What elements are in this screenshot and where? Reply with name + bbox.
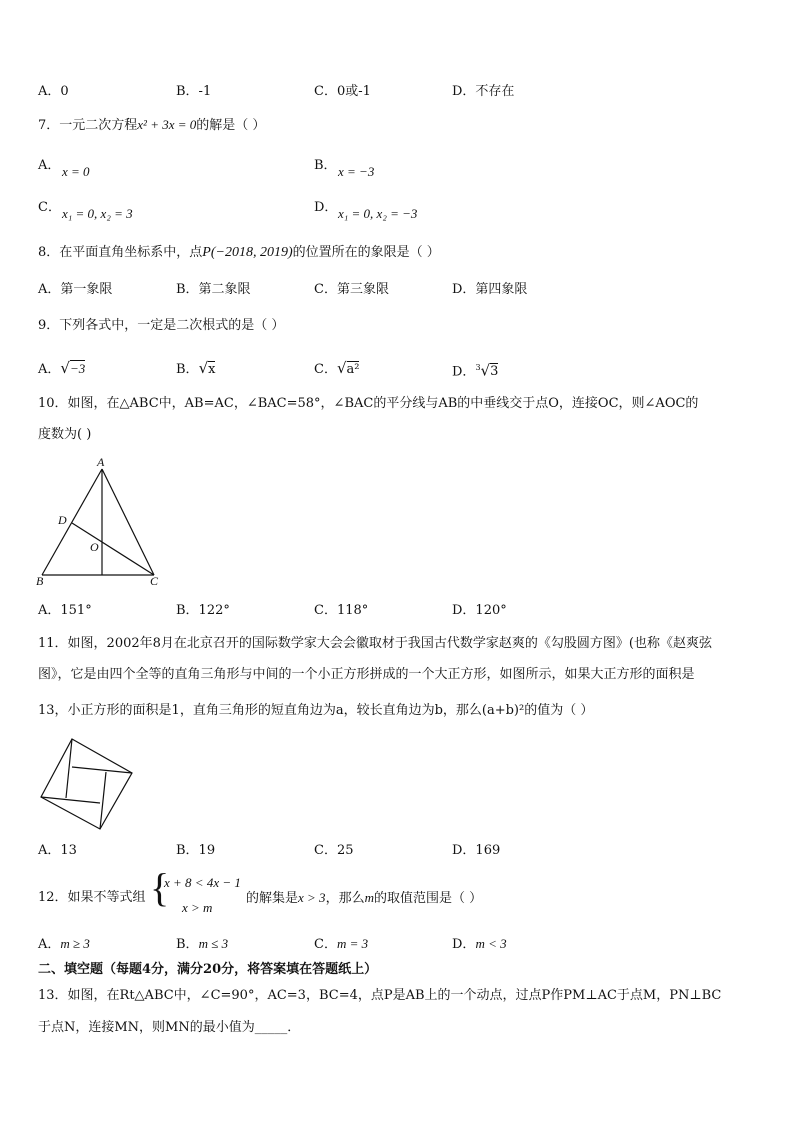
q9-option-a: A．√−3 [38, 359, 86, 377]
q10-option-c: C．118° [314, 603, 369, 618]
q7-option-a-math: x = 0 [62, 164, 90, 179]
q7-stem [38, 117, 265, 134]
q11-stem-line3: 13，小正方形的面积是1，直角三角形的短直角边为a，较长直角边为b，那么(a+b)²的值为（ ） [38, 703, 594, 718]
q9-option-b: B．√x [176, 359, 216, 377]
q12-inequality-1: x + 8 < 4x − 1 [164, 875, 241, 890]
q6-option-d: D．不存在 [452, 84, 515, 99]
q8-option-b: B．第二象限 [176, 282, 251, 297]
q10-option-a: A．151° [38, 603, 92, 618]
q7-stem-suffix: 的解是（ ） [196, 118, 266, 133]
q7-option-d: D． [314, 200, 338, 215]
q7-option-b: B． [314, 158, 337, 173]
q11-stem-line1: 11．如图，2002年8月在北京召开的国际数学家大会会徽取材于我国古代数学家赵爽的《勾股圆方图》(也称《赵爽弦 [38, 636, 712, 651]
q12-option-c: C．m = 3 [314, 936, 369, 952]
q11-option-c: C．25 [314, 843, 354, 858]
q9-option-c: C．√a² [314, 359, 360, 377]
q10-option-b: B．122° [176, 603, 230, 618]
q11-stem-line2: 图》，它是由四个全等的直角三角形与中间的一个小正方形拼成的一个大正方形，如图所示，如果大正方形的面积是 [38, 667, 695, 682]
q12-option-a: A．m ≥ 3 [38, 936, 90, 952]
q7-option-d-math: x₁ = 0, x₂ = −3 [338, 206, 418, 221]
q7-option-c-math: x₁ = 0, x₂ = 3 [62, 206, 133, 221]
q12-inequality-2: x > m [182, 900, 213, 915]
q13-stem-line1: 13．如图，在Rt△ABC中，∠C=90°，AC=3，BC=4，点P是AB上的一个动点，过点P作PM⊥AC于点M，PN⊥BC [38, 988, 722, 1003]
q11-option-b: B．19 [176, 843, 216, 858]
q8-option-c: C．第三象限 [314, 282, 389, 297]
q10-label-a: A [97, 455, 105, 469]
q7-option-c: C． [38, 200, 61, 215]
q10-label-d: D [58, 513, 67, 527]
q10-option-d: D．120° [452, 603, 507, 618]
q8-stem: 8．在平面直角坐标系中，点P(−2018, 2019)的位置所在的象限是（ ） [38, 245, 440, 260]
q6-option-c: C．0或-1 [314, 84, 371, 99]
q12-option-d: D．m < 3 [452, 936, 507, 952]
q13-stem-line2: 于点N，连接MN，则MN的最小值为_____． [38, 1020, 301, 1035]
q7-stem-prefix: 7．一元二次方程 [38, 118, 138, 133]
q8-option-d: D．第四象限 [452, 282, 528, 297]
q7-equation: x² + 3x = 0 [137, 117, 197, 132]
q7-option-b-math: x = −3 [338, 164, 375, 179]
q9-stem: 9．下列各式中，一定是二次根式的是（ ） [38, 318, 285, 333]
section2-title: 二、填空题（每题4分，满分20分，将答案填在答题纸上） [38, 962, 378, 977]
q7-option-a: A． [38, 158, 61, 173]
q6-option-a: A．0 [38, 84, 69, 99]
q10-stem-line2: 度数为( ) [38, 427, 92, 442]
q9-option-d: D．$^3$√3 [452, 361, 499, 380]
q12-stem-rest: 的解集是x > 3，那么m的取值范围是（ ） [246, 890, 483, 906]
q8-point: P(−2018, 2019) [202, 245, 293, 260]
q12-option-b: B．m ≤ 3 [176, 936, 229, 952]
q10-label-c: C [150, 574, 159, 588]
q12-stem-prefix: 12．如果不等式组 [38, 890, 146, 905]
q11-option-d: D．169 [452, 843, 501, 858]
q12-brace: { [150, 865, 170, 910]
q10-stem-line1: 10．如图，在△ABC中，AB=AC，∠BAC=58°，∠BAC的平分线与AB的中垂线交于点O，连接OC，则∠AOC的 [38, 396, 699, 411]
q10-label-b: B [36, 574, 44, 588]
q10-triangle-figure [34, 455, 164, 590]
q10-label-o: O [90, 540, 99, 554]
q11-option-a: A．13 [38, 843, 77, 858]
q6-option-b: B．-1 [176, 84, 212, 99]
q8-option-a: A．第一象限 [38, 282, 113, 297]
q11-zhaoshuang-figure [38, 736, 136, 832]
